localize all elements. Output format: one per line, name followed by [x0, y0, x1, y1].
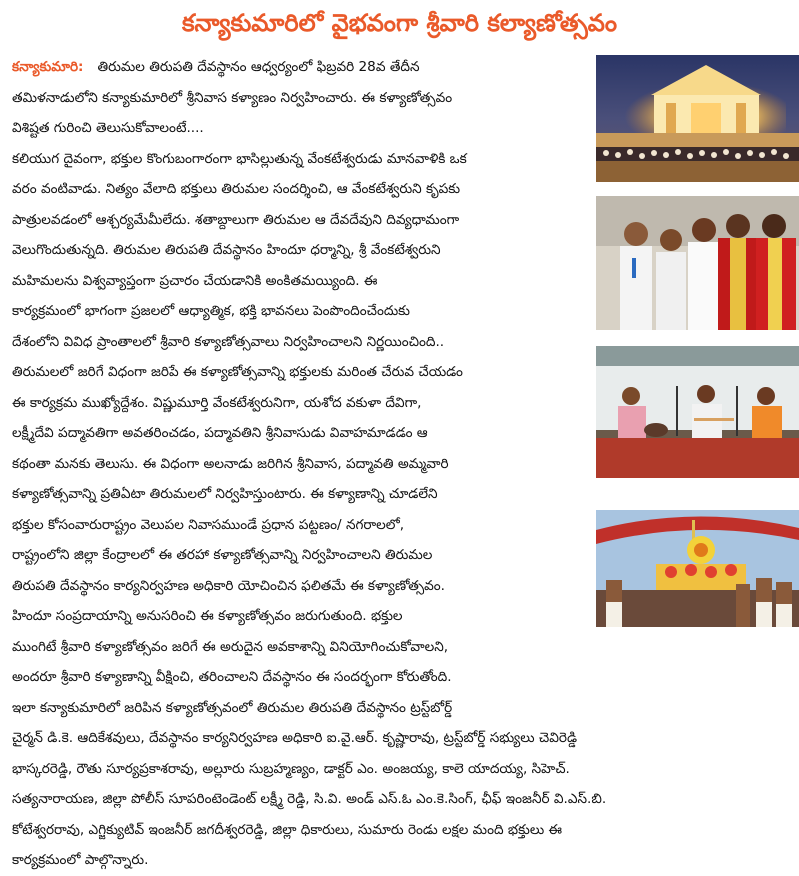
article-line-9: కార్యక్రమంలో భాగంగా ప్రజలలో ఆధ్యాత్మిక, భక్తి భావనలు పెంపొందించేందుకు	[12, 303, 410, 319]
article-line-8: మహిమలను విశ్వవ్యాప్తంగా ప్రచారం చేయడానికి అంకితమయ్యింది. ఈ	[12, 272, 378, 289]
article-line-3: విశిష్టత గురించి తెలుసుకోవాలంటే....	[12, 120, 204, 136]
article-line-15: కళ్యాణోత్సవాన్ని ప్రతిఏటా తిరుమలలో నిర్వహిస్తుంటారు. ఈ కళ్యాణాన్ని చూడలేని	[12, 486, 438, 502]
article-line-12: ఈ కార్యక్రమ ముఖ్యోద్దేశం. విష్ణుమూర్తి వేంకటేశ్వరునిగా, యశోద వకుళా దేవిగా,	[12, 394, 422, 411]
article-line-21: అందరూ శ్రీవారి కళ్యాణాన్ని వీక్షించి, తరించాలని దేవస్థానం ఈ సందర్భంగా కోరుతోంది.	[12, 669, 452, 685]
article-line-18: తిరుపతి దేవస్థానం కార్యనిర్వహణ అధికారి యోచించిన ఫలితమే ఈ కళ్యాణోత్సవం.	[12, 577, 445, 594]
article-line-24: భాస్కరరెడ్డి, రౌతు సూర్యప్రకాశరావు, అల్లూరు సుబ్రహ్మణ్యం, డాక్టర్ ఎం. అంజయ్య, కాలె యాదయ్య, సిహెచ్.	[12, 760, 570, 777]
article-line-26: కోటేశ్వరరావు, ఎగ్జిక్యుటివ్ ఇంజనీర్ జగదీశ్వరరెడ్డి, జిల్లా ధికారులు, సుమారు రెండు లక్షల మంది భక్తులు ఈ	[12, 821, 563, 838]
article-line-20: ముంగిటే శ్రీవారి కళ్యాణోత్సవం జరిగే ఈ అరుదైన అవకాశాన్ని వినియోగించుకోవాలని,	[12, 638, 449, 655]
article-line-2: తమిళనాడులోని కన్యాకుమారిలో శ్రీనివాస కళ్యాణం నిర్వహించారు. ఈ కళ్యాణోత్సవం	[12, 89, 453, 106]
photo-temple-stage-night	[596, 55, 799, 182]
article-line-11: తిరుమలలో జరిగే విధంగా జరిపే ఈ కళ్యాణోత్సవాన్ని భక్తులకు మరింత చేరువ చేయడం	[12, 364, 463, 380]
article-line-14: కథంతా మనకు తెలుసు. ఈ విధంగా అలనాడు జరిగిన శ్రీనివాస, పద్మావతి అమ్మవారి	[12, 455, 449, 472]
photo-dignitaries-group	[596, 196, 799, 330]
article-line-4: కలియుగ దైవంగా, భక్తుల కొంగుబంగారంగా భాసిల్లుతున్న వేంకటేశ్వరుడు మానవాళికి ఒక	[12, 150, 467, 167]
headline: కన్యాకుమారిలో వైభవంగా శ్రీవారి కల్యాణోత్సవం	[182, 9, 617, 37]
article-line-7: వెలుగొందుతున్నది. తిరుమల తిరుపతి దేవస్థానం హిందూ ధర్మాన్ని, శ్రీ వేంకటేశ్వరుని	[12, 242, 441, 258]
article-line-19: హిందూ సంప్రదాయాన్ని అనుసరించి ఈ కళ్యాణోత్సవం జరుగుతుంది. భక్తుల	[12, 608, 403, 624]
article-line-27: కార్యక్రమంలో పాల్గొన్నారు.	[12, 852, 149, 868]
article-line-22: ఇలా కన్యాకుమారిలో జరిపిన కళ్యాణోత్సవంలో తిరుమల తిరుపతి దేవస్థానం ట్రస్ట్‌బోర్డ్	[12, 699, 453, 716]
article-line-5: వరం వంటివాడు. నిత్యం వేలాది భక్తులు తిరుమల సందర్శించి, ఆ వేంకటేశ్వరుని కృపకు	[12, 181, 461, 197]
article-line-16: భక్తుల కోసంవారురాష్ట్రం వెలుపల నివాసముండే ప్రధాన పట్టణం/ నగరాలలో,	[12, 516, 405, 533]
article-line-23: చైర్మన్ డి.కె. ఆదికేశవులు, దేవస్థానం కార్యనిర్వహణ అధికారి ఐ.వై.ఆర్. కృష్ణారావు, ట్రస్ట్‌బోర్డ్ సభ్యులు చెవిరెడ్డి	[12, 730, 578, 746]
photo-deity-procession	[596, 510, 799, 627]
article-line-10: దేశంలోని వివిధ ప్రాంతాలలో శ్రీవారి కళ్యాణోత్సవాలు నిర్వహించాలని నిర్ణయించింది..	[12, 333, 445, 350]
article-line-1	[12, 52, 592, 83]
article-line-17: రాష్ట్రంలోని జిల్లా కేంద్రాలలో ఈ తరహా కళ్యాణోత్సవాన్ని నిర్వహించాలని తిరుమల	[12, 547, 433, 563]
photo-musicians-performing	[596, 346, 799, 478]
article-line-13: లక్ష్మీదేవి పద్మావతిగా అవతరించడం, పద్మావతిని శ్రీనివాసుడు వివాహమాడడం ఆ	[12, 425, 428, 441]
article-line-25: సత్యనారాయణ, జిల్లా పోలీస్ సూపరింటెండెంట్ లక్ష్మీ రెడ్డి, సి.వి. అండ్ ఎస్.ఓ ఎం.కె.సింగ్, ఛీఫ్ ఇంజనీర్ వి.ఎస్.బి.	[12, 791, 607, 807]
article-line-1-text: తిరుమల తిరుపతి దేవస్థానం ఆధ్వర్యంలో ఫిబ్రవరి 28వ తేదీన	[97, 59, 420, 75]
article-line-6: పాత్రులవడంలో ఆశ్చర్యమేమీలేదు. శతాబ్దాలుగా తిరుమల ఆ దేవదేవుని దివ్యధామంగా	[12, 211, 460, 228]
dateline: కన్యాకుమారి:	[12, 59, 84, 75]
